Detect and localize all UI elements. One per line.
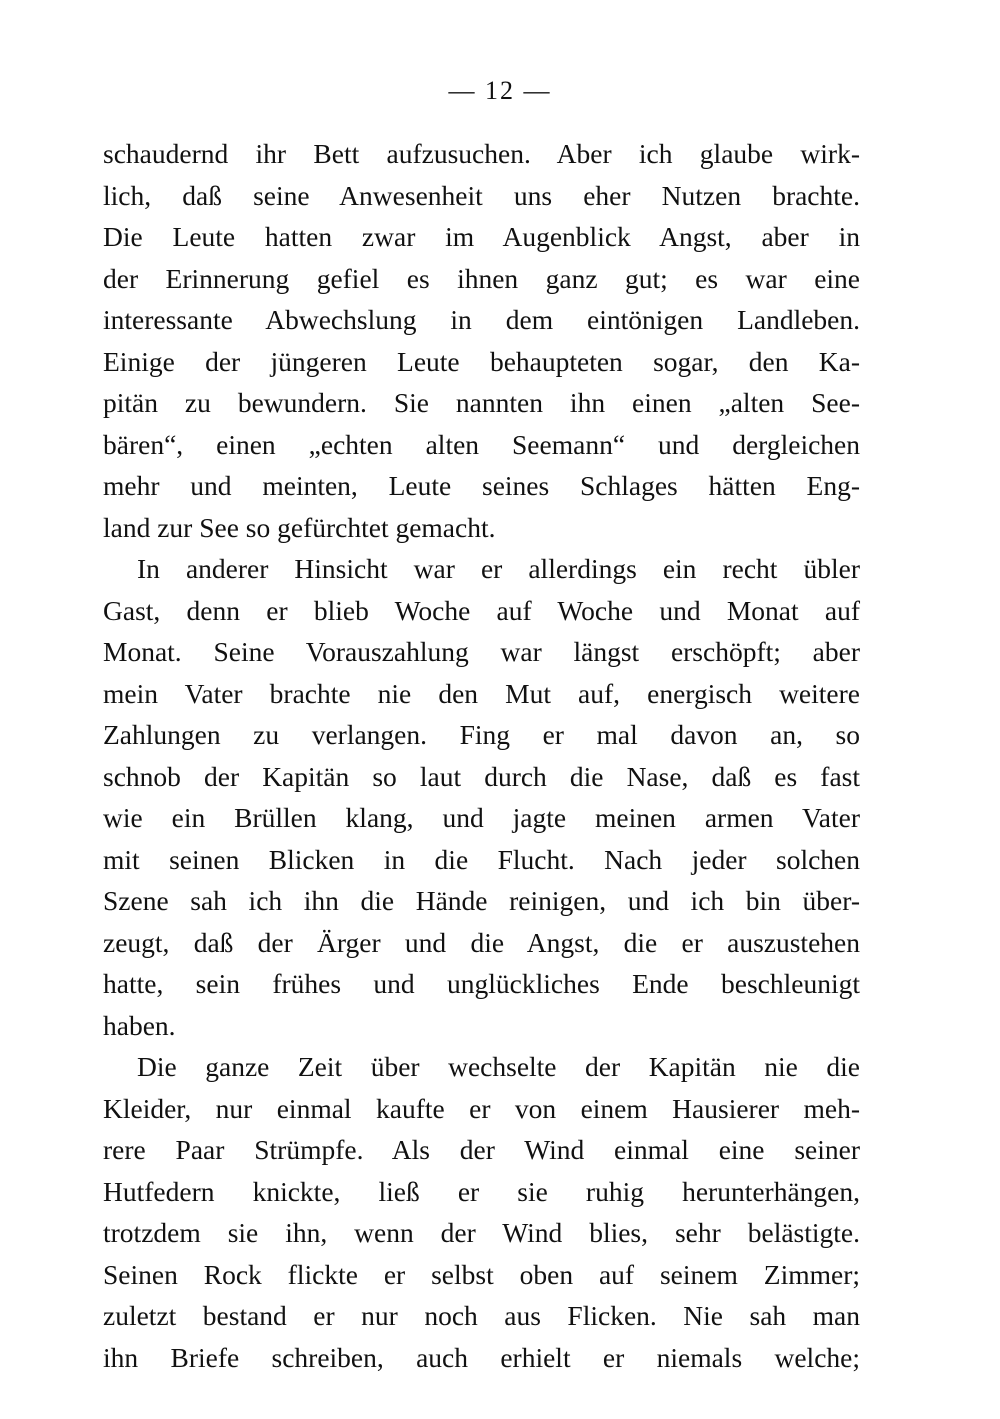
text-line: Szene sah ich ihn die Hände reinigen, und ich bin über- (103, 885, 860, 916)
text-line: Monat. Seine Vorauszahlung war längst erschöpft; aber (103, 636, 860, 667)
text-line: wie ein Brüllen klang, und jagte meinen armen Vater (103, 802, 860, 833)
text-line: Hutfedern knickte, ließ er sie ruhig herunterhängen, (103, 1175, 860, 1207)
text-line: land zur See so gefürchtet gemacht. (103, 511, 496, 543)
text-line: hatte, sein frühes und unglückliches Ende beschleunigt (103, 968, 860, 999)
paragraph-2 (103, 548, 860, 1046)
text-line: Einige der jüngeren Leute behaupteten sogar, den Ka- (103, 345, 860, 377)
paragraph-3 (103, 1046, 860, 1378)
text-line: mehr und meinten, Leute seines Schlages hätten Eng- (103, 470, 860, 501)
text-line: Seinen Rock flickte er selbst oben auf seinem Zimmer; (103, 1258, 860, 1290)
text-line: zuletzt bestand er nur noch aus Flicken. Nie sah man (103, 1300, 860, 1331)
text-line: interessante Abwechslung in dem eintönigen Landleben. (103, 304, 860, 335)
body-text (103, 133, 860, 1378)
text-line: Die ganze Zeit über wechselte der Kapitän nie die (137, 1051, 860, 1082)
text-line: Zahlungen zu verlangen. Fing er mal davon an, so (103, 719, 860, 750)
text-line: Die Leute hatten zwar im Augenblick Angst, aber in (103, 221, 860, 252)
text-line: In anderer Hinsicht war er allerdings ein recht übler (137, 553, 860, 584)
text-line: schnob der Kapitän so laut durch die Nase, daß es fast (103, 760, 860, 792)
text-line: haben. (103, 1009, 176, 1041)
text-line: Gast, denn er blieb Woche auf Woche und Monat auf (103, 594, 860, 626)
text-line: mein Vater brachte nie den Mut auf, energisch weitere (103, 677, 860, 709)
text-line: lich, daß seine Anwesenheit uns eher Nutzen brachte. (103, 179, 860, 211)
text-line: der Erinnerung gefiel es ihnen ganz gut; es war eine (103, 262, 860, 294)
text-line: zeugt, daß der Ärger und die Angst, die er auszustehen (103, 926, 860, 958)
text-line: bären“, einen „echten alten Seemann“ und dergleichen (103, 428, 860, 460)
paragraph-1 (103, 133, 860, 548)
text-line: trotzdem sie ihn, wenn der Wind blies, sehr belästigte. (103, 1217, 860, 1248)
page-number: — 12 — (448, 76, 552, 105)
text-line: rere Paar Strümpfe. Als der Wind einmal eine seiner (103, 1134, 860, 1165)
text-line: mit seinen Blicken in die Flucht. Nach jeder solchen (103, 843, 860, 875)
text-line: pitän zu bewundern. Sie nannten ihn einen „alten See- (103, 387, 860, 418)
text-line: ihn Briefe schreiben, auch erhielt er niemals welche; (103, 1341, 860, 1373)
text-line: schaudernd ihr Bett aufzusuchen. Aber ich glaube wirk- (103, 138, 860, 169)
text-line: Kleider, nur einmal kaufte er von einem Hausierer meh- (103, 1092, 860, 1124)
